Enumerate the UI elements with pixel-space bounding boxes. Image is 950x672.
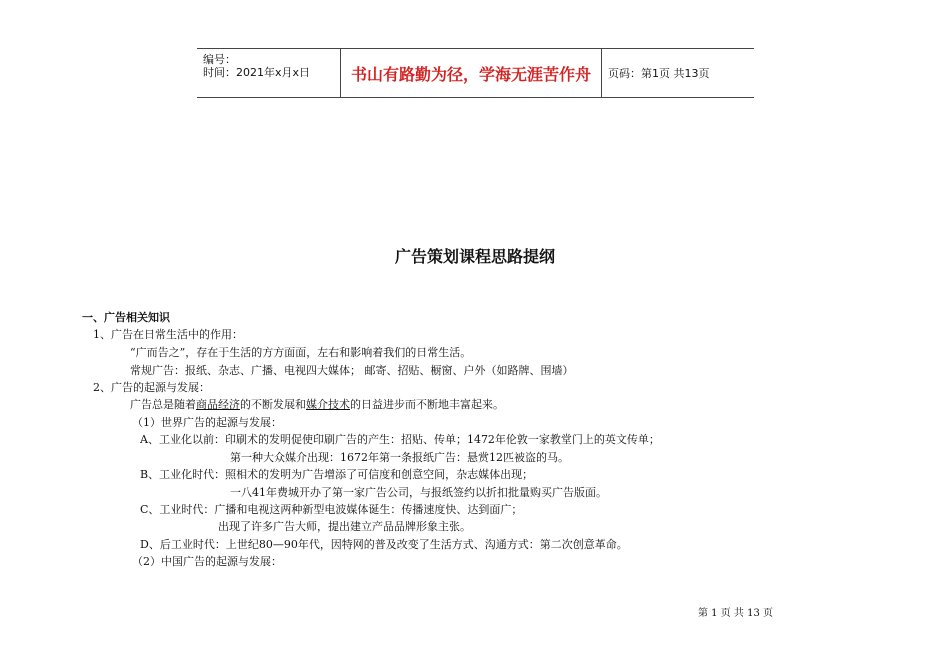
sub-heading: （1）世界广告的起源与发展： [132,416,282,429]
document-title: 广告策划课程思路提纲 [394,247,555,266]
paragraph: “广而告之”，存在于生活的方方面面，左右和影响着我们的日常生活。 [130,346,472,359]
text-span: 的日益进步而不断地丰富起来。 [350,398,504,411]
item-heading: 1、广告在日常生活中的作用： [93,328,243,341]
link-media-technology[interactable]: 媒介技术 [306,398,350,411]
page-footer: 第 1 页 共 13 页 [698,608,773,619]
paragraph: 第一种大众媒介出现：1672年第一条报纸广告：悬赏12匹被盗的马。 [230,451,569,464]
number-label: 编号： [203,53,236,66]
paragraph: 一八41年费城开办了第一家广告公司，与报纸签约以折扣批量购买广告版面。 [230,486,607,499]
section-heading: 一、广告相关知识 [82,311,170,324]
item-heading: 2、广告的起源与发展： [93,381,210,394]
link-commodity-economy[interactable]: 商品经济 [196,398,240,411]
paragraph: C、工业时代：广播和电视这两种新型电波媒体诞生：传播速度快、达到面广； [140,503,523,516]
paragraph [130,398,504,412]
paragraph: B、工业化时代：照相术的发明为广告增添了可信度和创意空间，杂志媒体出现； [140,468,534,481]
paragraph: D、后工业时代：上世纪80—90年代，因特网的普及改变了生活方式、沟通方式：第二次创意革命。 [140,538,628,551]
paragraph: 出现了许多广告大师，提出建立产品品牌形象主张。 [218,520,471,533]
time-label: 时间：2021年x月x日 [203,66,311,79]
page-code: 页码：第1页 共13页 [608,67,710,80]
header-info-cell [197,49,340,97]
paragraph: A、工业化以前：印刷术的发明促使印刷广告的产生：招贴、传单；1472年伦敦一家教堂门上的英文传单； [140,433,660,446]
sub-heading: （2）中国广告的起源与发展： [132,555,282,568]
text-span: 广告总是随着 [130,398,196,411]
motto: 书山有路勤为径，学海无涯苦作舟 [340,49,602,97]
header-table [197,48,754,98]
paragraph: 常规广告：报纸、杂志、广播、电视四大媒体； 邮寄、招贴、橱窗、户外（如路牌、围墙） [130,364,574,377]
text-span: 的不断发展和 [240,398,306,411]
